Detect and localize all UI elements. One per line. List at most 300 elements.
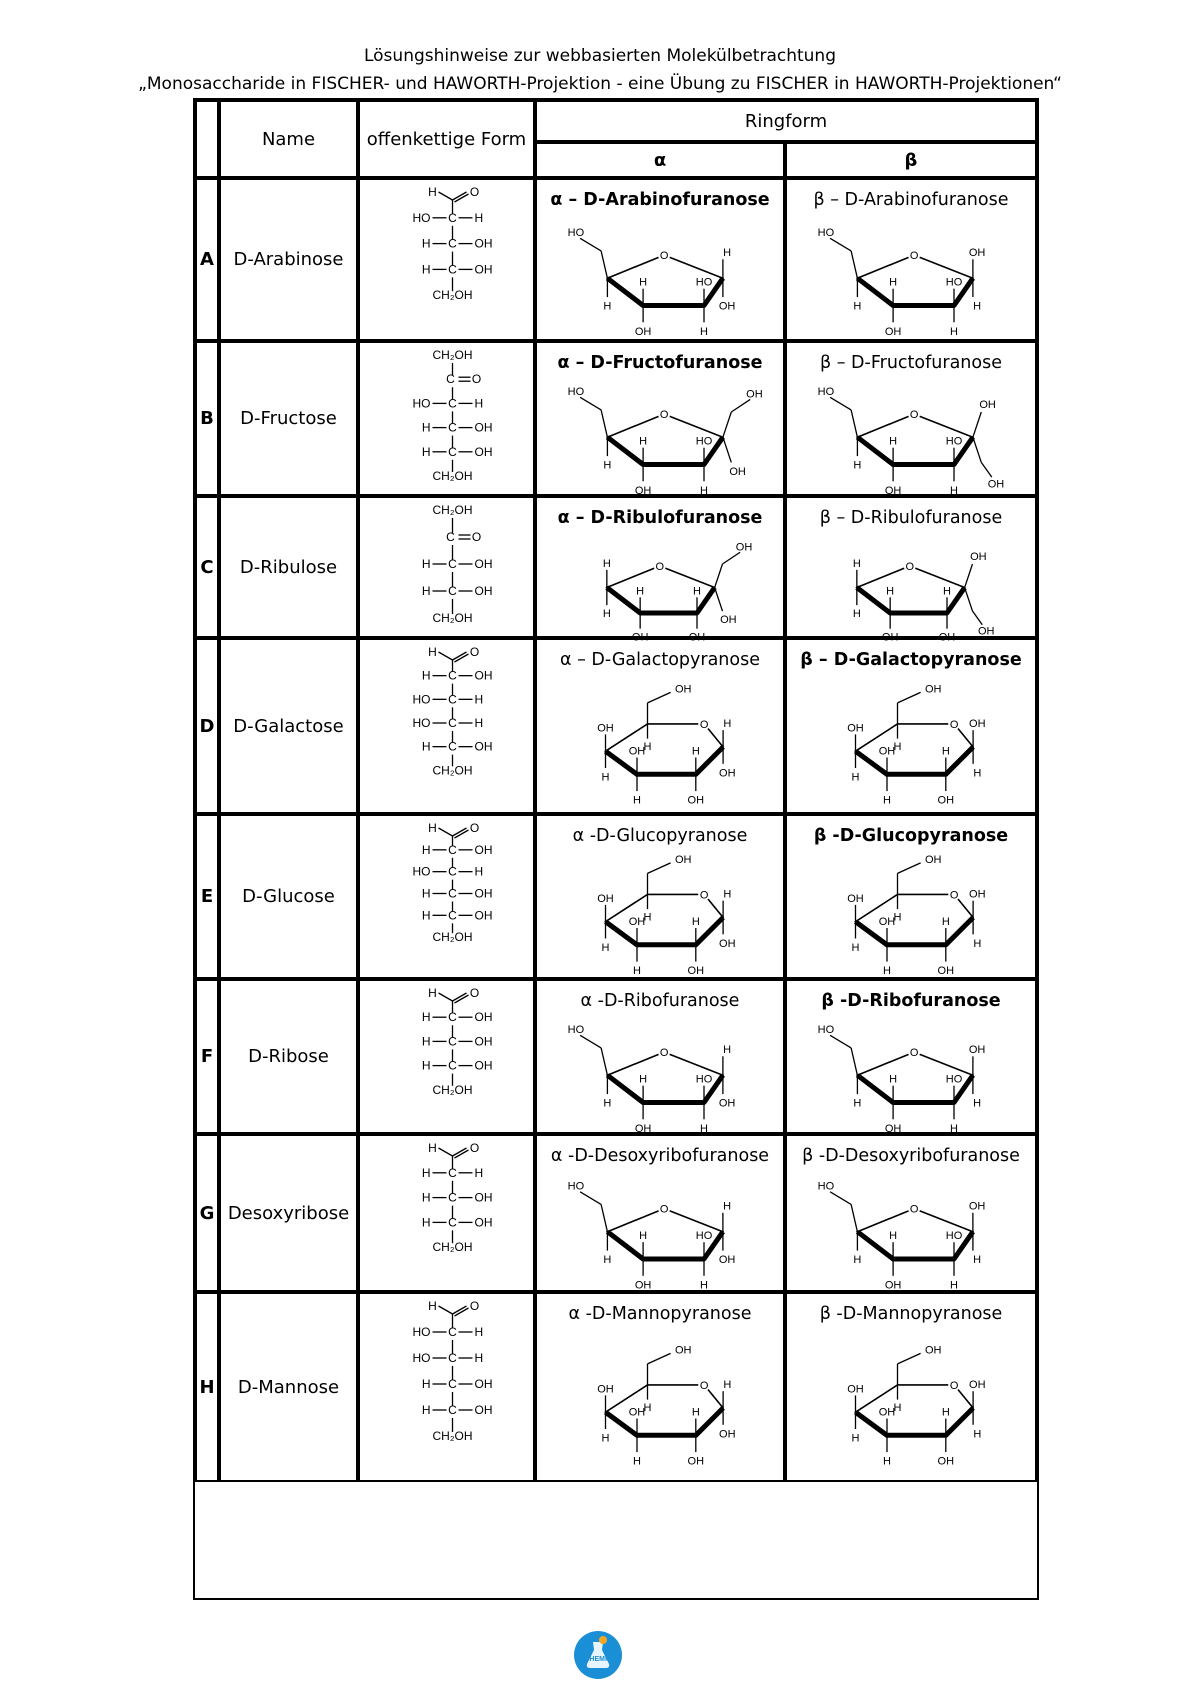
- c3-up: H: [639, 1073, 648, 1086]
- c4-down: H: [603, 459, 612, 472]
- c3-up: H: [889, 1073, 898, 1086]
- c2-up: H: [941, 1406, 950, 1419]
- c2-down: H: [950, 1122, 958, 1135]
- alpha-ring-cell: [535, 1292, 785, 1482]
- alpha-anomer-name: α -D-Desoxyribofuranose: [550, 1146, 770, 1166]
- fischer-projection-cell: [358, 638, 535, 814]
- ch2oh-bottom: CH₂OH: [432, 1082, 473, 1097]
- fischer-projection-cell: [358, 1134, 535, 1292]
- c5-down: H: [893, 911, 902, 924]
- beta-haworth-projection: [787, 1294, 1033, 1480]
- fischer-right-2: OH: [474, 236, 493, 251]
- fischer-left-1: HO: [412, 1325, 431, 1339]
- fischer-left-4: H: [421, 908, 431, 923]
- fischer-left-2: H: [421, 584, 431, 598]
- c4-down: H: [853, 300, 862, 313]
- c4-up: OH: [847, 1383, 864, 1396]
- fischer-left-1: H: [421, 557, 431, 571]
- c2-up: H: [693, 585, 701, 598]
- fischer-right-4: OH: [474, 908, 493, 923]
- c2-down: OH: [937, 794, 955, 807]
- sugar-name: D-Arabinose: [233, 249, 344, 270]
- fischer-left-1: H: [421, 668, 431, 683]
- c3-down: H: [883, 1455, 891, 1468]
- row-label-cell: [195, 1292, 219, 1482]
- fischer-right-4: OH: [474, 739, 493, 754]
- c2-down: OH: [687, 794, 705, 807]
- ch2oh-bottom: CH₂OH: [432, 469, 473, 483]
- c2-up: H: [941, 915, 950, 928]
- c2-down: OH: [687, 965, 705, 978]
- c2-down: OH: [688, 631, 706, 644]
- beta-haworth-projection: [787, 981, 1033, 1135]
- c2-up: H: [943, 585, 951, 598]
- c1-up: OH: [969, 888, 986, 901]
- fischer-left-1: H: [421, 1010, 431, 1025]
- monosaccharide-table: [193, 98, 1039, 1600]
- carbonyl-o: O: [471, 372, 482, 387]
- c3-up: H: [639, 435, 648, 448]
- ch2oh-c5: HO: [817, 1024, 835, 1037]
- fischer-left-1: HO: [412, 210, 431, 225]
- ring-oxygen: O: [699, 889, 709, 902]
- fischer-carbon-4: C: [448, 908, 457, 923]
- sugar-name: D-Fructose: [240, 408, 337, 429]
- ring-oxygen: O: [699, 1379, 709, 1392]
- sugar-name: D-Glucose: [242, 886, 335, 907]
- ring-oxygen: O: [905, 560, 915, 573]
- alpha-ring-cell: [535, 814, 785, 979]
- fischer-right-3: OH: [474, 1215, 493, 1230]
- c5-down: H: [893, 741, 902, 754]
- c3-down: OH: [634, 1122, 652, 1135]
- alpha-anomer-name: α – D-Arabinofuranose: [550, 190, 770, 210]
- alpha-haworth-projection: [537, 1136, 783, 1290]
- beta-ring-cell: [785, 178, 1037, 341]
- c3-up: H: [889, 276, 898, 289]
- c1-up: H: [723, 247, 732, 260]
- ch2oh-bottom: CH₂OH: [432, 288, 473, 303]
- c2-down: OH: [937, 1455, 955, 1468]
- fischer-carbon-3: C: [448, 716, 457, 730]
- sugar-name-cell: [219, 1292, 358, 1482]
- ch2oh-c5: HO: [817, 1180, 835, 1193]
- beta-haworth-projection: [787, 1136, 1033, 1290]
- ring-oxygen: O: [949, 718, 959, 731]
- c3-up: H: [889, 435, 898, 448]
- beta-ring-cell: [785, 638, 1037, 814]
- fischer-left-1: H: [421, 842, 431, 857]
- c3-up: H: [639, 276, 648, 289]
- c4-up: OH: [847, 722, 864, 735]
- fischer-left-3: H: [421, 1058, 431, 1073]
- chemie-logo: [573, 1630, 623, 1680]
- fischer-left-1: H: [421, 1165, 431, 1180]
- sugar-name-cell: [219, 979, 358, 1134]
- fischer-projection: [360, 816, 533, 977]
- beta-haworth-projection: [787, 180, 1033, 339]
- c2-up: H: [691, 915, 700, 928]
- sugar-name: D-Ribose: [248, 1046, 329, 1067]
- row-label-cell: [195, 814, 219, 979]
- ch2oh-bottom: CH₂OH: [432, 611, 473, 625]
- ring-oxygen: O: [909, 250, 919, 263]
- alpha-haworth-projection: [537, 498, 783, 644]
- header-corner: [195, 100, 219, 178]
- c2-down: H: [950, 325, 958, 338]
- c2-up: H: [691, 1406, 700, 1419]
- row-label: B: [200, 408, 214, 429]
- c5-down: H: [643, 741, 652, 754]
- alpha-ring-cell: [535, 341, 785, 496]
- fischer-left-2: H: [421, 420, 431, 435]
- fischer-left-2: HO: [412, 692, 431, 707]
- c1-down: H: [973, 1097, 982, 1110]
- fischer-right-1: OH: [474, 557, 493, 571]
- c4-down: H: [603, 300, 612, 313]
- ch2oh-c6: OH: [674, 683, 692, 696]
- fischer-right-2: OH: [474, 1190, 493, 1205]
- c3-down: H: [883, 794, 891, 807]
- alpha-anomer-name: α – D-Fructofuranose: [557, 353, 763, 373]
- c1-down: OH: [718, 300, 736, 313]
- ch2oh-top: CH₂OH: [432, 503, 473, 517]
- c2-down: H: [950, 1279, 958, 1292]
- c3-up: OH: [878, 1406, 896, 1419]
- c4-down: H: [603, 1254, 612, 1267]
- c1-up-ch2oh: OH: [735, 541, 753, 554]
- fischer-carbon-4: C: [448, 739, 457, 754]
- fischer-right-2: H: [474, 1351, 484, 1365]
- c1-up: H: [723, 718, 732, 731]
- c2-down: H: [700, 1279, 708, 1292]
- alpha-anomer-name: α – D-Galactopyranose: [560, 650, 760, 670]
- row-label: C: [200, 556, 214, 578]
- fischer-right-2: H: [474, 864, 484, 879]
- header-alpha-label: α: [653, 149, 667, 171]
- c1-down: OH: [719, 937, 736, 950]
- fischer-right-2: OH: [474, 584, 493, 598]
- c3-down: H: [633, 794, 641, 807]
- header-ring-label: Ringform: [744, 110, 828, 132]
- row-label: E: [200, 886, 214, 907]
- header-alpha: [535, 142, 785, 178]
- fischer-left-4: H: [421, 739, 431, 754]
- sugar-name: D-Mannose: [237, 1376, 340, 1398]
- c1-up: OH: [970, 551, 987, 564]
- beta-anomer-name: β -D-Glucopyranose: [813, 826, 1009, 846]
- c3-up: H: [889, 1230, 898, 1243]
- aldehyde-h: H: [428, 986, 437, 1000]
- c4-up: OH: [597, 1383, 614, 1396]
- fischer-left-1: HO: [412, 396, 431, 411]
- c2-down: OH: [937, 965, 955, 978]
- carbonyl-o: O: [471, 530, 482, 544]
- document-subtitle: „Monosaccharide in FISCHER- und HAWORTH-Projektion - eine Übung zu FISCHER in HAWORTH-Projektionen“: [138, 74, 1062, 94]
- c3-down: OH: [884, 325, 902, 338]
- fischer-projection: [360, 981, 533, 1132]
- fischer-right-2: OH: [474, 420, 493, 435]
- row-label-cell: [195, 638, 219, 814]
- carbonyl-o: O: [469, 645, 480, 659]
- c4-up: OH: [597, 892, 614, 905]
- carbonyl-o: O: [469, 185, 480, 199]
- beta-anomer-name: β – D-Arabinofuranose: [813, 190, 1009, 210]
- c2-down: OH: [938, 631, 956, 644]
- fischer-right-3: OH: [474, 886, 493, 901]
- c1-down: H: [973, 300, 982, 313]
- row-label: D: [199, 715, 215, 737]
- fischer-carbon-2: C: [448, 1034, 457, 1049]
- c1-up: OH: [968, 1044, 986, 1057]
- fischer-right-2: OH: [474, 1034, 493, 1049]
- fischer-projection-cell: [358, 1292, 535, 1482]
- c2-up: HO: [945, 435, 963, 448]
- c1-down-ch2oh: OH: [977, 625, 995, 638]
- fischer-projection: [360, 640, 533, 812]
- beta-haworth-projection: [787, 640, 1033, 812]
- alpha-haworth-projection: [537, 1294, 783, 1480]
- alpha-haworth-projection: [537, 180, 783, 339]
- c5-down: H: [893, 1402, 902, 1415]
- sugar-name-cell: [219, 1134, 358, 1292]
- alpha-anomer-name: α -D-Ribofuranose: [580, 991, 740, 1011]
- alpha-ring-cell: [535, 496, 785, 644]
- ch2oh-c5: HO: [817, 227, 835, 240]
- fischer-left-3: H: [421, 886, 431, 901]
- c1-down: OH: [720, 613, 737, 626]
- row-label-cell: [195, 1134, 219, 1292]
- fischer-carbon-2: C: [448, 420, 457, 435]
- fischer-right-3: OH: [474, 1377, 493, 1391]
- ring-oxygen: O: [909, 1047, 919, 1060]
- sugar-name: Desoxyribose: [227, 1202, 350, 1224]
- ring-oxygen: O: [909, 1203, 919, 1216]
- beta-ring-cell: [785, 1134, 1037, 1292]
- fischer-carbon-1: C: [448, 1010, 457, 1025]
- fischer-left-3: H: [421, 444, 431, 459]
- fischer-projection: [360, 343, 533, 494]
- alpha-haworth-projection: [537, 981, 783, 1135]
- header-ring-form: [535, 100, 1037, 142]
- c2-down: H: [700, 484, 708, 497]
- aldehyde-h: H: [428, 1299, 437, 1313]
- c2-down: OH: [687, 1455, 705, 1468]
- fischer-carbon-3: C: [448, 444, 457, 459]
- fischer-right-1: OH: [474, 668, 493, 683]
- ring-oxygen: O: [949, 889, 959, 902]
- c4-down: H: [602, 607, 611, 620]
- c1-up: OH: [979, 398, 996, 411]
- ch2oh-bottom: CH₂OH: [432, 930, 473, 945]
- header-name-label: Name: [261, 128, 316, 150]
- row-label-cell: [195, 979, 219, 1134]
- c2-up: HO: [695, 1073, 713, 1086]
- c3-up: OH: [628, 745, 646, 758]
- beta-anomer-name: β -D-Mannopyranose: [819, 1304, 1003, 1324]
- ch2oh-bottom: CH₂OH: [432, 763, 473, 778]
- c3-up: OH: [628, 915, 646, 928]
- ch2oh-c6: OH: [924, 853, 942, 866]
- fischer-carbon-1: C: [448, 842, 457, 857]
- c4-up: H: [602, 557, 611, 570]
- fischer-right-1: H: [474, 210, 484, 225]
- fischer-carbon-3: C: [448, 262, 457, 277]
- beta-haworth-projection: [787, 816, 1033, 977]
- document-title: Lösungshinweise zur webbasierten Molekülbetrachtung: [363, 46, 836, 66]
- c2-up: HO: [695, 1230, 713, 1243]
- sugar-name: D-Galactose: [233, 715, 344, 737]
- fischer-left-3: HO: [412, 716, 431, 730]
- fischer-carbon-3: C: [448, 1215, 457, 1230]
- fischer-right-1: H: [474, 396, 484, 411]
- row-label-cell: [195, 178, 219, 341]
- c3-down: OH: [884, 1279, 902, 1292]
- sugar-name-cell: [219, 341, 358, 496]
- ketone-c: C: [446, 530, 455, 544]
- fischer-right-3: OH: [474, 262, 493, 277]
- c1-up: OH: [969, 718, 986, 731]
- alpha-haworth-projection: [537, 343, 783, 497]
- c1-down: H: [973, 767, 982, 780]
- beta-anomer-name: β -D-Ribofuranose: [821, 991, 1001, 1011]
- fischer-right-4: OH: [474, 1403, 493, 1417]
- beta-haworth-projection: [787, 498, 1033, 644]
- c3-up: H: [636, 585, 645, 598]
- ring-oxygen: O: [909, 409, 919, 422]
- carbonyl-o: O: [469, 821, 480, 835]
- c3-up: H: [886, 585, 895, 598]
- header-beta-label: β: [904, 149, 918, 171]
- ketone-c: C: [446, 372, 455, 387]
- fischer-left-2: H: [421, 236, 431, 251]
- c2-up: HO: [945, 1230, 963, 1243]
- c3-down: OH: [634, 484, 652, 497]
- fischer-carbon-2: C: [448, 1351, 457, 1365]
- c4-down: H: [852, 607, 861, 620]
- fischer-right-1: H: [474, 1165, 484, 1180]
- fischer-projection-cell: [358, 814, 535, 979]
- c4-down: H: [853, 1097, 862, 1110]
- alpha-haworth-projection: [537, 640, 783, 812]
- c3-down: OH: [884, 1122, 902, 1135]
- c3-down: H: [633, 965, 641, 978]
- c3-up: OH: [628, 1406, 646, 1419]
- sugar-name-cell: [219, 178, 358, 341]
- beta-anomer-name: β – D-Galactopyranose: [800, 650, 1022, 670]
- header-name: [219, 100, 358, 178]
- row-label: F: [200, 1046, 214, 1067]
- beta-anomer-name: β -D-Desoxyribofuranose: [802, 1146, 1020, 1166]
- row-label: H: [199, 1376, 215, 1398]
- c2-down: H: [700, 1122, 708, 1135]
- fischer-left-4: H: [421, 1403, 431, 1417]
- fischer-right-1: OH: [474, 842, 493, 857]
- ch2oh-c6: OH: [924, 1344, 942, 1357]
- c1-up: H: [723, 1379, 732, 1392]
- fischer-projection-cell: [358, 979, 535, 1134]
- alpha-ring-cell: [535, 1134, 785, 1292]
- fischer-carbon-3: C: [448, 1058, 457, 1073]
- header-open-chain-label: offenkettige Form: [366, 128, 527, 150]
- alpha-anomer-name: α – D-Ribulofuranose: [557, 508, 763, 528]
- c4-up: OH: [597, 722, 614, 735]
- c1-up: OH: [969, 1379, 986, 1392]
- c4-down: H: [853, 1254, 862, 1267]
- ch2oh-bottom: CH₂OH: [432, 1240, 473, 1255]
- c1-up: OH: [968, 1200, 986, 1213]
- c2-down: H: [950, 484, 958, 497]
- carbonyl-o: O: [469, 1141, 480, 1155]
- ch2oh-c6: OH: [674, 1344, 692, 1357]
- fischer-left-3: H: [421, 1377, 431, 1391]
- c3-down: OH: [881, 631, 899, 644]
- ch2oh-top: CH₂OH: [432, 348, 473, 362]
- c5-down: H: [643, 1402, 652, 1415]
- c2-up: H: [941, 745, 950, 758]
- fischer-left-2: HO: [412, 1351, 431, 1365]
- fischer-carbon-2: C: [448, 864, 457, 879]
- ch2oh-c6: OH: [924, 683, 942, 696]
- alpha-anomer-name: α -D-Mannopyranose: [568, 1304, 752, 1324]
- c3-up: H: [639, 1230, 648, 1243]
- fischer-projection: [360, 1136, 533, 1290]
- ring-oxygen: O: [659, 409, 669, 422]
- c1-down: OH: [719, 767, 736, 780]
- alpha-anomer-name: α -D-Glucopyranose: [572, 826, 748, 846]
- ring-oxygen: O: [659, 250, 669, 263]
- ch2oh-c5: HO: [567, 1024, 585, 1037]
- ch2oh-c5: HO: [817, 386, 835, 399]
- ch2oh-c5: HO: [567, 386, 585, 399]
- aldehyde-h: H: [428, 821, 437, 835]
- fischer-right-3: OH: [474, 1058, 493, 1073]
- c3-down: OH: [634, 325, 652, 338]
- alpha-ring-cell: [535, 178, 785, 341]
- fischer-carbon-2: C: [448, 584, 457, 598]
- ch2oh-bottom: CH₂OH: [432, 1429, 473, 1443]
- beta-ring-cell: [785, 814, 1037, 979]
- aldehyde-h: H: [428, 1141, 437, 1155]
- c2-up: HO: [945, 276, 963, 289]
- fischer-right-1: H: [474, 1325, 484, 1339]
- ring-oxygen: O: [655, 560, 665, 573]
- fischer-carbon-3: C: [448, 886, 457, 901]
- beta-ring-cell: [785, 979, 1037, 1134]
- fischer-projection-cell: [358, 341, 535, 496]
- c4-down: H: [603, 1097, 612, 1110]
- row-label: G: [199, 1202, 215, 1224]
- ch2oh-c5: HO: [567, 227, 585, 240]
- alpha-ring-cell: [535, 979, 785, 1134]
- c1-down: H: [973, 1254, 982, 1267]
- c4-down: H: [601, 771, 610, 784]
- c1-down-ch2oh: OH: [987, 478, 1005, 491]
- fischer-carbon-1: C: [448, 1165, 457, 1180]
- c1-up-ch2oh: OH: [746, 388, 763, 401]
- ring-oxygen: O: [949, 1379, 959, 1392]
- beta-ring-cell: [785, 341, 1037, 496]
- sugar-name: D-Ribulose: [239, 556, 338, 578]
- fischer-right-3: H: [474, 716, 484, 730]
- fischer-right-2: H: [474, 692, 484, 707]
- alpha-ring-cell: [535, 638, 785, 814]
- fischer-left-2: H: [421, 1190, 431, 1205]
- header-open-chain: [358, 100, 535, 178]
- c1-up: H: [723, 1044, 732, 1057]
- c2-up: H: [691, 745, 700, 758]
- c1-up: H: [723, 1200, 732, 1213]
